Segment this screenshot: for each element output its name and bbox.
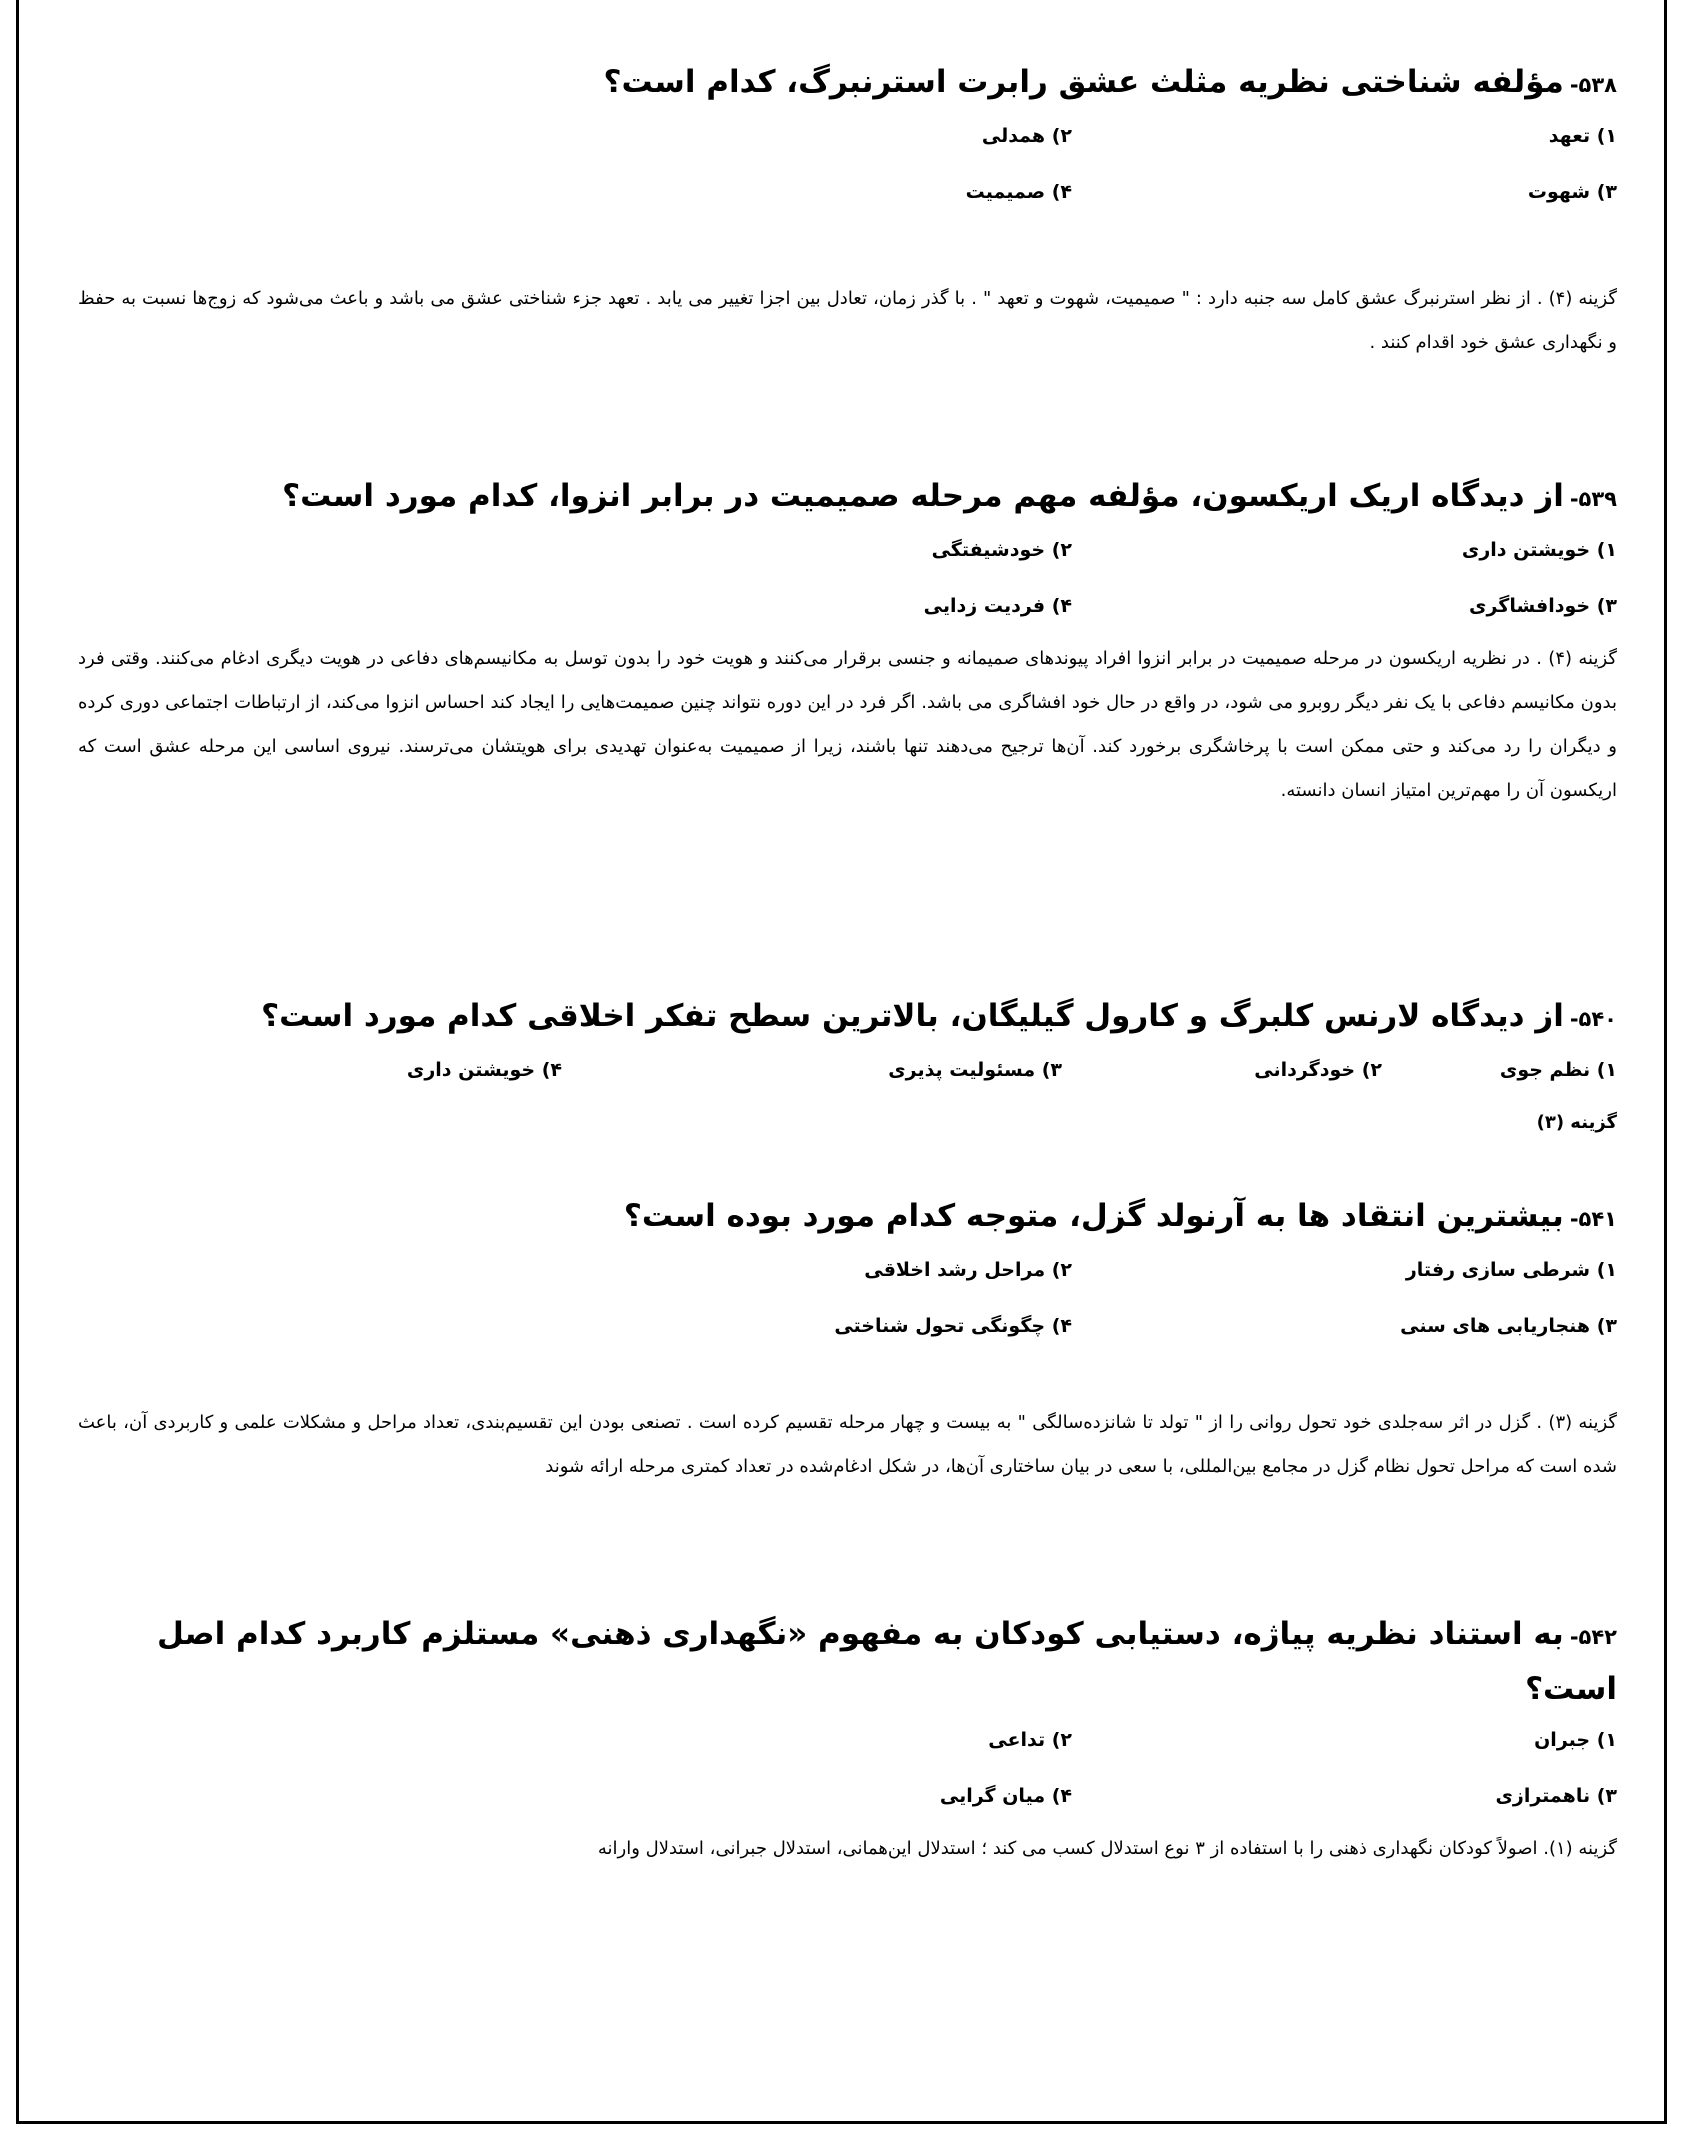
option-1: ۱) جبران (1534, 1729, 1617, 1751)
question-540 (78, 990, 1617, 1145)
option-1: ۱) شرطی سازی رفتار (1405, 1259, 1617, 1281)
question-title (78, 990, 1617, 1045)
option-4: ۴) فردیت زدایی (923, 595, 1072, 617)
option-3: ۳) خودافشاگری (1469, 595, 1617, 617)
option-2: ۲) تداعی (988, 1729, 1072, 1751)
answer-explanation: گزینه (۱). اصولاً کودکان نگهداری ذهنی را با استفاده از ۳ نوع استدلال کسب می کند ؛ استدلال این‌همانی، استدلال جبرانی، استدلال وارانه (597, 1838, 1617, 1859)
option-4: ۴) میان گرایی (939, 1785, 1072, 1807)
options-row (78, 1715, 1617, 1771)
question-title (78, 1608, 1617, 1715)
options-row (78, 111, 1617, 167)
options-row (78, 1301, 1617, 1357)
options-row (78, 1245, 1617, 1301)
option-2: ۲) همدلی (981, 125, 1072, 147)
option-2: ۲) خودشیفتگی (931, 539, 1072, 561)
question-539 (78, 470, 1617, 813)
question-title (78, 56, 1617, 111)
question-number: ۵۳۹- (1569, 487, 1617, 511)
question-text: از دیدگاه لارنس کلبرگ و کارول گیلیگان، بالاترین سطح تفکر اخلاقی کدام مورد است؟ (261, 998, 1564, 1034)
question-number: ۵۴۲- (1569, 1625, 1617, 1649)
option-3: ۳) مسئولیت پذیری (888, 1059, 1062, 1081)
question-542 (78, 1608, 1617, 1871)
options-row (78, 1045, 1617, 1101)
options-row (78, 525, 1617, 581)
question-title (78, 470, 1617, 525)
options-row (78, 581, 1617, 637)
option-2: ۲) خودگردانی (1254, 1059, 1382, 1081)
question-541 (78, 1190, 1617, 1489)
question-text: به استناد نظریه پیاژه، دستیابی کودکان به مفهوم «نگهداری ذهنی» مستلزم کاربرد کدام اصل است؟ (156, 1616, 1617, 1707)
option-1: ۱) خویشتن داری (1461, 539, 1617, 561)
option-3: ۳) ناهمترازی (1495, 1785, 1617, 1807)
answer-explanation: گزینه (۴) . از نظر استرنبرگ عشق کامل سه جنبه دارد : " صمیمیت، شهوت و تعهد " . با گذر زمان، تعادل بین اجزا تغییر می یابد . تعهد جزء شناختی عشق می باشد و باعث می‌شود که زوج‌ها نسبت به حفظ و نگهداری عشق خود اقدام کنند . (78, 288, 1617, 353)
option-4: ۴) صمیمیت (965, 181, 1072, 203)
answer-explanation: گزینه (۳) . گزل در اثر سه‌جلدی خود تحول روانی را از " تولد تا شانزده‌سالگی " به بیست و چهار مرحله تقسیم کرده است . تصنعی بودن این تقسیم‌بندی، تعداد مراحل و مشکلات علمی و کاربردی آن، باعث شده است که مراحل تحول نظام گزل در مجامع بین‌المللی، با سعی در بیان ساختاری آن‌ها، در شکل ادغام‌شده در تعداد کمتری مرحله ارائه شوند (78, 1412, 1618, 1477)
question-text: مؤلفه شناختی نظریه مثلث عشق رابرت استرنبرگ، کدام است؟ (603, 64, 1564, 100)
question-number: ۵۴۱- (1569, 1207, 1617, 1231)
option-3: ۳) شهوت (1527, 181, 1617, 203)
question-text: از دیدگاه اریک اریکسون، مؤلفه مهم مرحله صمیمیت در برابر انزوا، کدام مورد است؟ (282, 478, 1564, 514)
options-row (78, 167, 1617, 223)
question-title (78, 1190, 1617, 1245)
answer-explanation: گزینه (۳) (1536, 1112, 1617, 1133)
option-2: ۲) مراحل رشد اخلاقی (864, 1259, 1072, 1281)
question-number: ۵۳۸- (1569, 73, 1617, 97)
question-text: بیشترین انتقاد ها به آرنولد گزل، متوجه کدام مورد بوده است؟ (623, 1198, 1564, 1234)
question-538 (78, 56, 1617, 365)
options-row (78, 1771, 1617, 1827)
option-4: ۴) خویشتن داری (406, 1059, 562, 1081)
question-number: ۵۴۰- (1569, 1007, 1617, 1031)
answer-explanation: گزینه (۴) . در نظریه اریکسون در مرحله صمیمیت در برابر انزوا افراد پیوندهای صمیمانه و جنسی برقرار می‌کنند و هویت خود را بدون توسل به مکانیسم‌های دفاعی در هویت دیگری ادغام می‌کنند. وقتی فرد بدون مکانیسم دفاعی با یک نفر دیگر روبرو می شود، در واقع در حال خود افشاگری می باشد. اگر فرد در این دوره نتواند چنین صمیمت‌هایی را ایجاد کند احساس انزوا می‌کند، از ارتباطات اجتماعی دوری کرده و دیگران را رد می‌کند و حتی ممکن است با پرخاشگری برخورد کند. آن‌ها ترجیح می‌دهند تنها باشند، زیرا از صمیمیت به‌عنوان تهدیدی برای هویتشان می‌ترسند. نیروی اساسی این مرحله عشق است که اریکسون آن را مهم‌ترین امتیاز انسان دانسته. (78, 648, 1617, 801)
option-4: ۴) چگونگی تحول شناختی (834, 1315, 1072, 1337)
option-1: ۱) تعهد (1548, 125, 1617, 147)
option-1: ۱) نظم جوی (1499, 1059, 1617, 1081)
option-3: ۳) هنجاریابی های سنی (1400, 1315, 1617, 1337)
